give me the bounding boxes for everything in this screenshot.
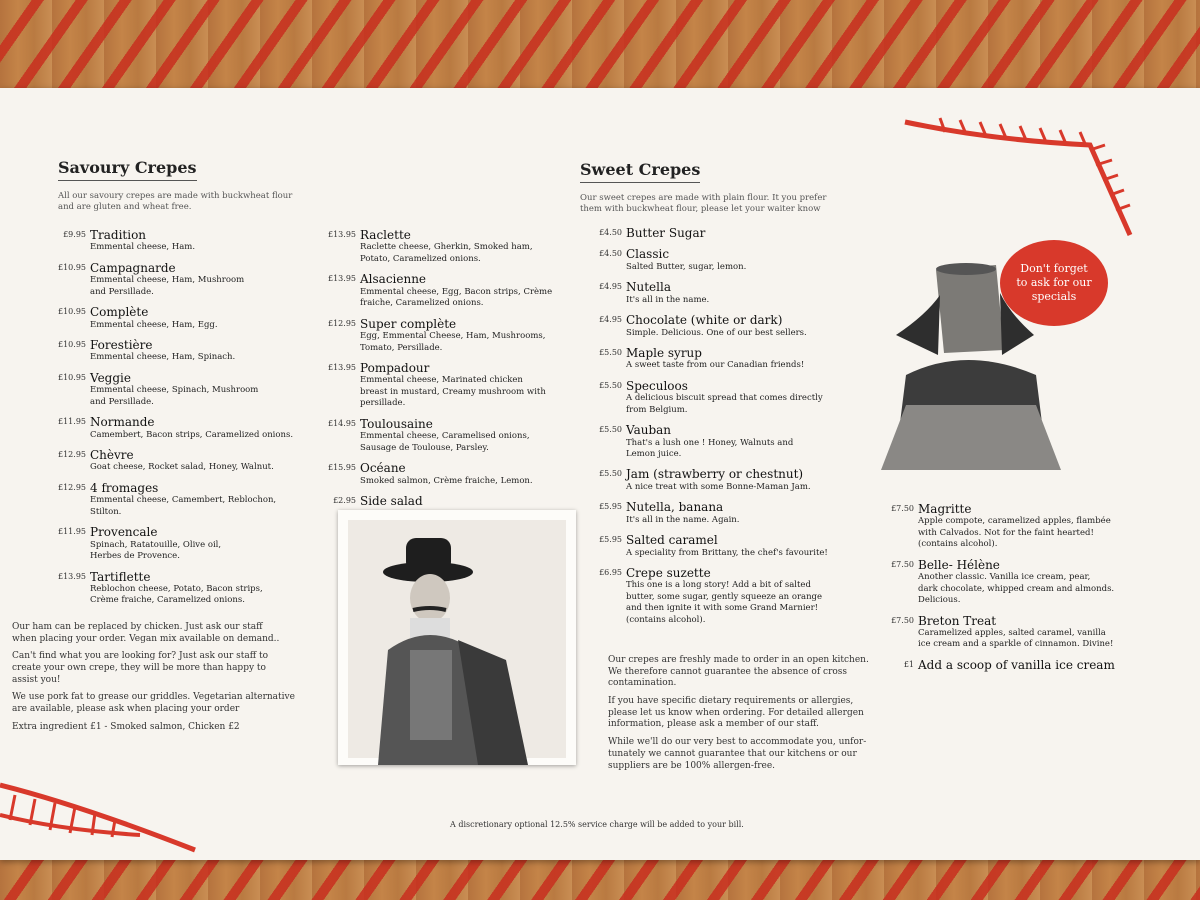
- item-description: This one is a long story! Add a bit of salted butter, some sugar, gently squeeze an orange and then ignite it with some Grand Marnier! (contains alcohol).: [626, 580, 823, 625]
- item-price: £4.50: [599, 228, 622, 237]
- item-name: Tartiflette: [90, 569, 151, 584]
- item-name: Tradition: [90, 228, 147, 242]
- item-price: £2.95: [333, 495, 356, 505]
- savoury-crepe-item: [333, 493, 570, 508]
- item-name: Normande: [90, 415, 155, 430]
- item-name: Side salad: [360, 493, 423, 508]
- savoury-note: Our ham can be replaced by chicken. Just ask our staff when placing your order. Vegan mix available on demand..: [12, 622, 280, 644]
- allergen-note: If you have specific dietary requirements or allergies, please let us know when ordering. For detailed allergen information, please ask a member of our staff.: [608, 696, 864, 730]
- sweet-crepe-item: [599, 280, 876, 306]
- sweet-crepe-item: [903, 657, 1158, 672]
- item-price: £12.95: [58, 482, 86, 492]
- sweet-crepe-item: [599, 423, 876, 460]
- savoury-crepe-item: [58, 338, 320, 364]
- allergen-notes: [608, 655, 888, 778]
- allergen-note: Our crepes are freshly made to order in an open kitchen. We therefore cannot guarantee the absence of cross contamination.: [608, 655, 869, 689]
- item-name: Alsacienne: [360, 272, 427, 287]
- savoury-note: Can't find what you are looking for? Just ask our staff to create your own crepe, they will be more than happy to assist you!: [12, 651, 269, 685]
- item-price: £5.95: [599, 535, 622, 545]
- item-description: Caramelized apples, salted caramel, vanilla ice cream and a sparkle of cinnamon. Divine!: [918, 627, 1114, 650]
- savoury-column-2: [328, 228, 570, 515]
- specials-badge: [1000, 240, 1108, 326]
- sweet-column-2: [891, 502, 1158, 679]
- item-price: £5.50: [599, 380, 622, 390]
- item-price: £7.50: [891, 504, 914, 513]
- item-name: Pompadour: [360, 360, 430, 375]
- item-price: £6.95: [599, 568, 622, 578]
- item-description: Emmental cheese, Ham.: [90, 242, 196, 253]
- savoury-crepe-item: [63, 228, 320, 254]
- sweet-crepe-item: [599, 226, 876, 240]
- savoury-crepe-item: [58, 260, 320, 298]
- item-description: Emmental cheese, Camembert, Reblochon, Stilton.: [90, 495, 277, 517]
- item-description: Salted Butter, sugar, lemon.: [626, 261, 747, 272]
- savoury-crepe-item: [328, 272, 570, 309]
- savoury-crepe-item: [328, 360, 570, 410]
- item-description: A speciality from Brittany, the chef's favourite!: [626, 547, 828, 558]
- item-description: A nice treat with some Bonne-Maman Jam.: [626, 481, 811, 492]
- item-price: £4.95: [599, 315, 622, 325]
- sweet-crepe-item: [891, 613, 1158, 651]
- item-name: Add a scoop of vanilla ice cream: [918, 657, 1115, 672]
- item-name: Breton Treat: [918, 613, 997, 628]
- item-description: Egg, Emmental Cheese, Ham, Mushrooms, Tomato, Persillade.: [360, 331, 546, 353]
- item-description: Emmental cheese, Caramelised onions, Sausage de Toulouse, Parsley.: [360, 431, 530, 453]
- sweet-title: Sweet Crepes: [580, 160, 700, 183]
- savoury-crepe-item: [58, 305, 320, 331]
- item-description: Emmental cheese, Spinach, Mushroom and Persillade.: [90, 385, 259, 407]
- tabletop-stripes-bottom: [0, 860, 1200, 900]
- item-description: Emmental cheese, Ham, Egg.: [90, 319, 218, 330]
- item-description: Smoked salmon, Crème fraiche, Lemon.: [360, 475, 533, 486]
- savoury-notes: [12, 622, 332, 740]
- sweet-crepe-item: [891, 557, 1158, 607]
- item-price: £12.95: [328, 318, 356, 328]
- savoury-crepe-item: [328, 228, 570, 265]
- item-description: Reblochon cheese, Potato, Bacon strips, Crème fraiche, Caramelized onions.: [90, 584, 263, 606]
- specials-badge-text: Don't forget to ask for our specials: [1016, 262, 1092, 303]
- savoury-crepe-item: [58, 415, 320, 441]
- item-name: Magritte: [918, 502, 972, 516]
- item-name: Raclette: [360, 228, 411, 242]
- item-description: A delicious biscuit spread that comes directly from Belgium.: [626, 393, 823, 415]
- sweet-header: [580, 160, 840, 215]
- sweet-crepe-item: [599, 378, 876, 416]
- item-price: £13.95: [58, 571, 86, 581]
- item-description: Emmental cheese, Egg, Bacon strips, Crème fraiche, Caramelized onions.: [360, 286, 553, 309]
- savoury-header: [58, 158, 318, 213]
- item-name: Océane: [360, 461, 406, 476]
- savoury-crepe-item: [328, 461, 570, 487]
- sweet-crepe-item: [599, 566, 876, 626]
- item-description: A sweet taste from our Canadian friends!: [626, 360, 805, 371]
- item-name: Chocolate (white or dark): [626, 313, 783, 328]
- item-name: Classic: [626, 247, 670, 262]
- item-name: 4 fromages: [90, 480, 159, 495]
- item-description: Simple. Delicious. One of our best sellers.: [626, 327, 807, 338]
- sweet-crepe-item: [599, 247, 876, 273]
- savoury-crepe-item: [58, 525, 320, 562]
- item-description: Camembert, Bacon strips, Caramelized onions.: [90, 429, 294, 440]
- sweet-crepe-item: [891, 502, 1158, 551]
- item-price: £5.50: [599, 347, 622, 357]
- item-description: Raclette cheese, Gherkin, Smoked ham, Potato, Caramelized onions.: [360, 242, 533, 264]
- savoury-crepe-item: [58, 370, 320, 408]
- photo-breton-man: [338, 510, 576, 765]
- item-name: Nutella: [626, 280, 671, 295]
- item-price: £15.95: [328, 463, 356, 473]
- item-description: It's all in the name. Again.: [626, 514, 740, 525]
- item-name: Forestière: [90, 338, 153, 353]
- item-price: £7.50: [891, 615, 914, 625]
- sweet-crepe-item: [599, 467, 876, 493]
- item-price: £4.95: [599, 282, 622, 292]
- item-name: Complète: [90, 305, 149, 320]
- item-name: Veggie: [90, 370, 131, 385]
- item-price: £13.95: [328, 362, 356, 372]
- item-price: £1: [903, 659, 914, 669]
- item-price: £10.95: [58, 307, 86, 317]
- savoury-crepe-item: [58, 480, 320, 518]
- item-name: Toulousaine: [360, 416, 433, 431]
- service-charge-note: A discretionary optional 12.5% service charge will be added to your bill.: [450, 820, 744, 829]
- item-name: Crepe suzette: [626, 566, 711, 581]
- sweet-crepe-item: [599, 313, 876, 339]
- item-price: £10.95: [58, 262, 86, 272]
- item-price: £10.95: [58, 372, 86, 382]
- item-name: Maple syrup: [626, 345, 702, 360]
- allergen-note: While we'll do our very best to accommodate you, unfor- tunately we cannot guarantee that our kitchens or our suppliers are be 100% allergen-free.: [608, 737, 867, 771]
- sweet-column-1: [599, 226, 876, 633]
- savoury-title: Savoury Crepes: [58, 158, 197, 181]
- savoury-crepe-item: [58, 448, 320, 474]
- item-price: £9.95: [63, 230, 86, 239]
- item-description: Emmental cheese, Marinated chicken breast in mustard, Creamy mushroom with persillade.: [360, 375, 546, 409]
- item-name: Belle- Hélène: [918, 557, 1000, 572]
- sweet-crepe-item: [599, 500, 876, 526]
- item-description: Spinach, Ratatouille, Olive oil, Herbes de Provence.: [90, 539, 222, 562]
- item-price: £14.95: [328, 418, 356, 428]
- item-description: Another classic. Vanilla ice cream, pear, dark chocolate, whipped cream and almonds. Delicious.: [918, 572, 1115, 606]
- item-name: Provencale: [90, 525, 158, 540]
- item-price: £11.95: [58, 417, 86, 427]
- item-name: Campagnarde: [90, 260, 176, 275]
- decorative-brush-top-right: [900, 110, 1140, 245]
- item-price: £13.95: [328, 230, 356, 239]
- item-name: Jam (strawberry or chestnut): [626, 467, 804, 482]
- item-name: Chèvre: [90, 448, 134, 463]
- item-name: Speculoos: [626, 378, 688, 393]
- item-price: £11.95: [58, 527, 86, 537]
- item-price: £13.95: [328, 274, 356, 284]
- savoury-crepe-item: [58, 569, 320, 607]
- item-name: Salted caramel: [626, 533, 718, 548]
- item-price: £5.50: [599, 469, 622, 479]
- item-price: £7.50: [891, 559, 914, 569]
- sweet-intro: Our sweet crepes are made with plain flour. It you prefer them with buckwheat flour, please let your waiter know: [580, 193, 827, 215]
- item-name: Vauban: [626, 423, 672, 438]
- sweet-crepe-item: [599, 345, 876, 372]
- decorative-brush-bottom-left: [0, 775, 200, 855]
- item-price: £4.50: [599, 249, 622, 259]
- item-name: Super complète: [360, 316, 457, 331]
- item-description: Apple compote, caramelized apples, flambée with Calvados. Not for the faint hearted! (contains alcohol).: [918, 516, 1111, 550]
- item-price: £5.95: [599, 502, 622, 512]
- item-description: Goat cheese, Rocket salad, Honey, Walnut.: [90, 462, 274, 473]
- item-description: It's all in the name.: [626, 294, 710, 305]
- item-description: Emmental cheese, Ham, Mushroom and Persillade.: [90, 275, 245, 297]
- savoury-note: We use pork fat to grease our griddles. Vegetarian alternative are available, please ask when placing your order: [12, 692, 295, 715]
- tabletop-stripes: [0, 0, 1200, 100]
- item-price: £12.95: [58, 450, 86, 460]
- savoury-column-1: [58, 228, 320, 614]
- savoury-crepe-item: [328, 316, 570, 354]
- item-name: Nutella, banana: [626, 500, 724, 515]
- sweet-crepe-item: [599, 533, 876, 559]
- savoury-intro: All our savoury crepes are made with buckwheat flour and are gluten and wheat free.: [58, 191, 293, 213]
- savoury-note: Extra ingredient £1 - Smoked salmon, Chicken £2: [12, 721, 240, 732]
- item-description: Emmental cheese, Ham, Spinach.: [90, 352, 236, 363]
- item-price: £5.50: [599, 425, 622, 435]
- item-price: £10.95: [58, 340, 86, 350]
- item-description: That's a lush one ! Honey, Walnuts and Lemon juice.: [626, 437, 794, 460]
- item-name: Butter Sugar: [626, 226, 706, 240]
- savoury-crepe-item: [328, 416, 570, 454]
